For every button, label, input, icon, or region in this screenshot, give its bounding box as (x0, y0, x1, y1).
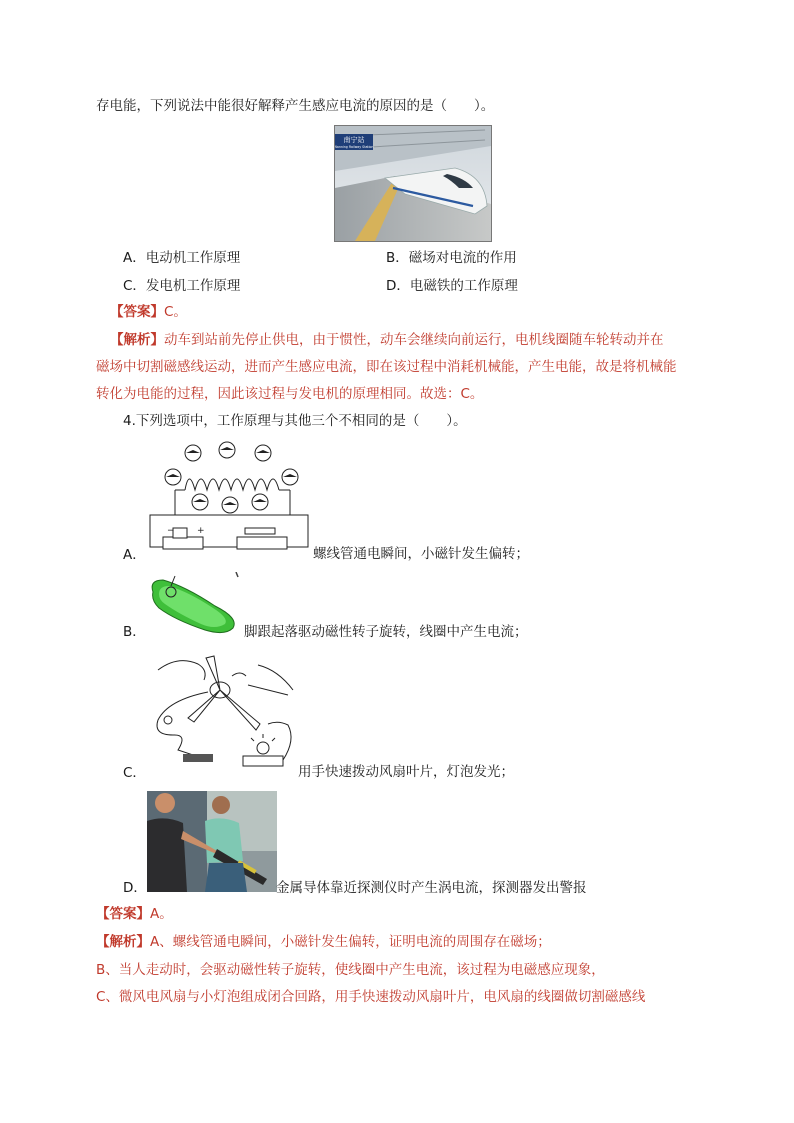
q3-analysis-line-1: 【解析】动车到站前先停止供电，由于惯性，动车会继续向前运行，电机线圈随车轮转动并在 (110, 332, 664, 348)
analysis-tag: 【解析】 (110, 332, 164, 348)
q4-answer (96, 904, 173, 924)
q3-analysis-line-3: 转化为电能的过程，因此该过程与发电机的原理相同。故选：C。 (96, 386, 484, 402)
q4-option-d-text: 金属导体靠近探测仪时产生涡电流，探测器发出警报 (276, 880, 587, 896)
q4-option-b-letter: B． (123, 624, 146, 640)
station-sign-en-text: Nanning Railway Station (335, 145, 374, 149)
q4-analysis-line-3: C、微风电风扇与小灯泡组成闭合回路，用手快速拨动风扇叶片，电风扇的线圈做切割磁感线 (96, 989, 646, 1005)
train-station-photo (334, 125, 492, 242)
q3-option-d: D．电磁铁的工作原理 (386, 278, 518, 294)
metal-detector-photo (147, 791, 277, 892)
answer-value: A。 (150, 906, 173, 922)
q3-analysis-line-2: 磁场中切割磁感线运动，进而产生感应电流，即在该过程中消耗机械能，产生电能，故是将机械能 (96, 359, 677, 375)
q4-option-a-letter: A． (123, 547, 146, 563)
q4-option-c-text: 用手快速拨动风扇叶片，灯泡发光； (298, 764, 514, 780)
q4-option-b-text: 脚跟起落驱动磁性转子旋转，线圈中产生电流； (244, 624, 528, 640)
q4-option-d-letter: D． (123, 880, 147, 896)
q3-option-a: A．电动机工作原理 (123, 250, 241, 266)
q4-analysis-line-1: 【解析】A、螺线管通电瞬间，小磁针发生偏转，证明电流的周围存在磁场； (96, 934, 551, 950)
q4-option-a-text: 螺线管通电瞬间，小磁针发生偏转； (313, 546, 529, 562)
fan-bulb-diagram (148, 650, 298, 775)
solenoid-compass-diagram (145, 440, 315, 555)
answer-value: C。 (164, 304, 187, 320)
answer-tag: 【答案】 (110, 304, 164, 320)
station-sign-text: 南宁站 (343, 136, 365, 144)
svg-text:−: − (167, 526, 175, 536)
q3-option-b: B．磁场对电流的作用 (386, 250, 517, 266)
analysis-tag: 【解析】 (96, 934, 150, 950)
answer-tag: 【答案】 (96, 906, 150, 922)
q3-stem: 存电能，下列说法中能很好解释产生感应电流的原因的是（ ）。 (96, 98, 495, 114)
q4-stem: 4.下列选项中，工作原理与其他三个不相同的是（ ）。 (123, 413, 467, 429)
q4-option-c-letter: C． (123, 765, 146, 781)
q3-answer (110, 302, 187, 322)
insole-generator-image (145, 572, 245, 637)
svg-text:+: + (197, 526, 205, 536)
q3-option-c: C．发电机工作原理 (123, 278, 241, 294)
q4-analysis-line-2: B、当人走动时，会驱动磁性转子旋转，使线圈中产生电流，该过程为电磁感应现象， (96, 962, 605, 978)
